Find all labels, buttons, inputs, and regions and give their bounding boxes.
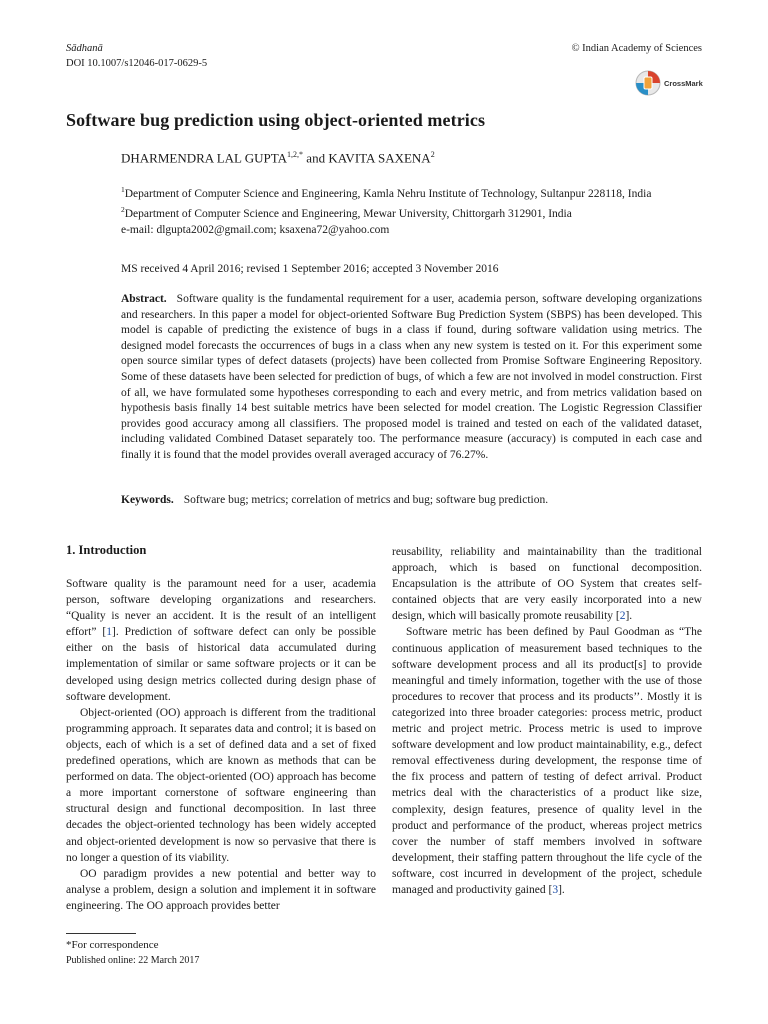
- author-conjunction: and: [306, 150, 326, 166]
- manuscript-history: MS received 4 April 2016; revised 1 September 2016; accepted 3 November 2016: [121, 263, 499, 275]
- affiliation: $^1$Department of Computer Science and Engineering, Kamla Nehru Institute of Technology, Sultanpur 228118, India: [121, 185, 652, 200]
- author-affiliation-marker: 1,2,*: [287, 150, 304, 159]
- abstract-label: Abstract.: [121, 293, 167, 305]
- journal-name: Sādhanā: [66, 43, 103, 54]
- crossmark-badge[interactable]: [635, 70, 703, 96]
- keywords-label: Keywords.: [121, 494, 174, 506]
- author-emails[interactable]: e-mail: dlgupta2002@gmail.com; ksaxena72@yahoo.com: [121, 223, 390, 236]
- citation-link[interactable]: 1: [106, 626, 112, 639]
- paragraph: OO paradigm provides a new potential and better way to analyse a problem, design a solution and implement it in software engineering. The OO approach provides better: [66, 867, 376, 912]
- published-date: Published online: 22 March 2017: [66, 955, 200, 966]
- paragraph: Software metric has been defined by Paul Goodman as “The continuous application of measurement based techniques to the software development process and all its product[s] to provide meaningful and timely information, together with the use of those procedures to recover that process and its products’’. Mostly it is categorized into three broader categories: process metric, product metric and project metric. Process metric is used to improve software development and low product maintainability, e.g., defect removal effectiveness during development, the response time of the fix process and pattern of testing of defect arrival. Product metrics deal with the characteristics of a product like size, complexity, design features, presence of quality level in the product and performance of the product, whereas project metrics cover the number of staff members involved in software development, their staffing pattern throughout the life cycle of the software, cost incurred in development of the project, schedule managed and productivity gained [3].: [392, 626, 702, 896]
- article-title: Software bug prediction using object-oriented metrics: [66, 110, 486, 130]
- right-column: [392, 544, 702, 898]
- paragraph: Software quality is the paramount need for a user, academia person, software developing organizations and researchers. “Quality is never an accident. It is the result of an intelligent effort” [1]. Prediction of software defect can only be possible either on the basis of historical data accumulated during implementation of similar or same software projects or it can be developed using design metrics collected during design phase of software development.: [66, 578, 377, 703]
- author-name: DHARMENDRA LAL GUPTA: [121, 150, 288, 166]
- paragraph: Object-oriented (OO) approach is different from the traditional programming approach. It separates data and control; it is based on objects, each of which is a set of defined data and a set of fixed predefined operations, which are known as methods that can be performed on data. The object-oriented (OO) approach has become a more important cornerstone of software engineering than structural design and functional decomposition. In last three decades the object-oriented technology has been widely accepted and object-oriented development is now so pervasive that there is no longer a question of its viability.: [66, 706, 376, 864]
- affiliation-marker: 1: [121, 185, 125, 194]
- keywords-text: Software bug; metrics; correlation of metrics and bug; software bug prediction.: [183, 494, 549, 506]
- footnote-rule: [66, 933, 136, 934]
- citation-link[interactable]: 3: [552, 883, 559, 896]
- abstract: [121, 292, 702, 464]
- affiliations: [121, 182, 705, 238]
- copyright-notice: © Indian Academy of Sciences: [571, 43, 702, 54]
- doi[interactable]: DOI 10.1007/s12046-017-0629-5: [66, 58, 208, 69]
- keywords: [121, 494, 548, 506]
- citation-link[interactable]: 2: [619, 610, 626, 623]
- author-affiliation-marker: 2: [430, 150, 435, 159]
- running-header-left: [66, 41, 207, 71]
- affiliation: $^2$Department of Computer Science and Engineering, Mewar University, Chittorgarh 312901, India: [121, 204, 572, 220]
- paragraph: reusability, reliability and maintainability than the traditional approach, which is based on functional decomposition. Encapsulation is the attribute of OO System that creates self-contained objects that are very easily incorporated into a new design, which will basically promote reusability [2].: [392, 546, 702, 623]
- crossmark-label: CrossMark: [664, 78, 703, 88]
- author-list: [121, 150, 435, 166]
- affiliation-marker: 2: [121, 204, 125, 214]
- section-heading: 1. Introduction: [66, 543, 147, 557]
- correspondence-note: *For correspondence: [66, 939, 159, 951]
- crossmark-icon: [635, 70, 661, 96]
- left-column: [66, 576, 376, 914]
- footnote: [66, 938, 199, 968]
- abstract-text: Software quality is the fundamental requirement for a user, academia person, software developing organizations and researchers. In this paper a model for object-oriented Software Bug Prediction System (SBPS) has been developed. This model is capable of predicting the existence of bugs in a class if found, during software validation using metrics. The designed model forecasts the occurrences of bugs in a class when any new system is tested on it. For this experiment some open source similar types of defect datasets (projects) have been collected from Promise Software Engineering Repository. Some of these datasets have been selected for prediction of bugs, of which a few are not involved in model construction. First of all, we have formulated some hypotheses corresponding to each and every metric, and from metrics validation based on hypothesis basis finally 14 best suitable metrics have been selected for model creation. The Logistic Regression Classifier provides good accuracy among all classifiers. The proposed model is trained and tested on each of the validated dataset, including validated Combined Dataset separately too. The performance measure (accuracy) is computed in each case and finally it is found that the model provides overall averaged accuracy of 76.27%.: [121, 293, 702, 461]
- author-name: KAVITA SAXENA: [328, 150, 431, 166]
